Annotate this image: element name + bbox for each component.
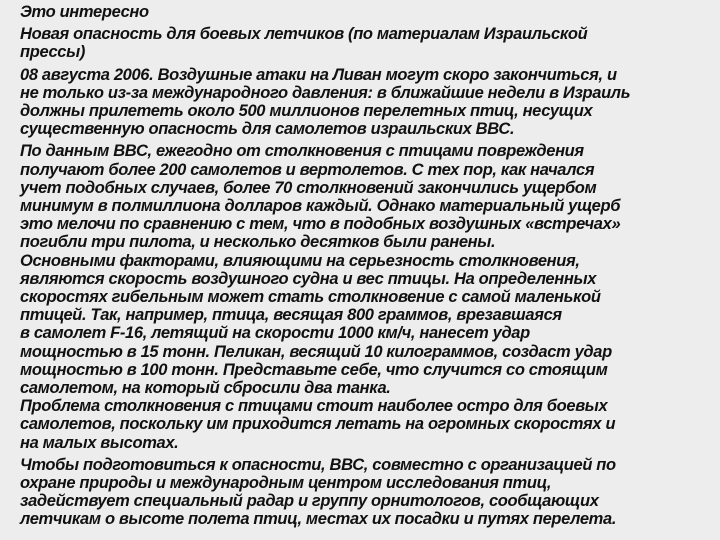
text-line: Новая опасность для боевых летчиков (по материалам Израильской	[20, 25, 588, 44]
text-line: получают более 200 самолетов и вертолетов. С тех пор, как начался	[20, 160, 595, 179]
text-line: на малых высотах.	[20, 433, 179, 452]
text-line: минимум в полмиллиона долларов каждый. Однако материальный ущерб	[20, 197, 621, 216]
text-line: скоростях гибельным может стать столкновение с самой маленькой	[20, 288, 601, 307]
text-line: Проблема столкновения с птицами стоит наиболее остро для боевых	[20, 397, 608, 416]
text-line: это мелочи по сравнению с тем, что в подобных воздушных «встречах»	[20, 215, 621, 234]
text-line: Основными факторами, влияющими на серьезность столкновения,	[20, 251, 580, 270]
text-line: существенную опасность для самолетов израильских ВВС.	[20, 120, 515, 139]
text-line: задействует специальный радар и группу орнитологов, сообщающих	[20, 492, 599, 511]
text-line: являются скорость воздушного судна и вес птицы. На определенных	[20, 269, 597, 288]
text-line: Чтобы подготовиться к опасности, ВВС, совместно с организацией по	[20, 455, 616, 474]
paragraph	[20, 456, 720, 529]
text-line: учет подобных случаев, более 70 столкновений закончились ущербом	[20, 178, 597, 197]
document-body	[20, 3, 720, 533]
text-line: Это интересно	[20, 3, 149, 21]
text-line: прессы)	[20, 43, 86, 62]
paragraph	[20, 252, 720, 398]
text-line: мощностью в 100 тонн. Представьте себе, что случится со стоящим	[20, 360, 608, 379]
text-line: мощностью в 15 тонн. Пеликан, весящий 10 килограммов, создаст удар	[20, 342, 612, 361]
text-line: не только из-за международного давления: в ближайшие недели в Израиль	[20, 83, 631, 102]
paragraph	[20, 25, 720, 61]
paragraph	[20, 142, 720, 251]
text-line: погибли три пилота, и несколько десятков были ранены.	[20, 233, 496, 252]
paragraph	[20, 397, 720, 452]
text-line: птицей. Так, например, птица, весящая 800 граммов, врезавшаяся	[20, 306, 562, 325]
paragraph	[20, 3, 720, 21]
text-line: должны прилететь около 500 миллионов перелетных птиц, несущих	[20, 102, 593, 121]
text-line: самолетов, поскольку им приходится летать на огромных скоростях и	[20, 415, 616, 434]
text-line: охране природы и международным центром исследования птиц,	[20, 474, 552, 493]
paragraph	[20, 66, 720, 139]
text-line: самолетом, на который сбросили два танка.	[20, 379, 391, 398]
text-line: в самолет F-16, летящий на скорости 1000 км/ч, нанесет удар	[20, 324, 530, 343]
text-line: По данным ВВС, ежегодно от столкновения с птицами повреждения	[20, 142, 584, 161]
text-line: летчикам о высоте полета птиц, местах их посадки и путях перелета.	[20, 510, 617, 529]
text-line: 08 августа 2006. Воздушные атаки на Ливан могут скоро закончиться, и	[20, 65, 617, 84]
